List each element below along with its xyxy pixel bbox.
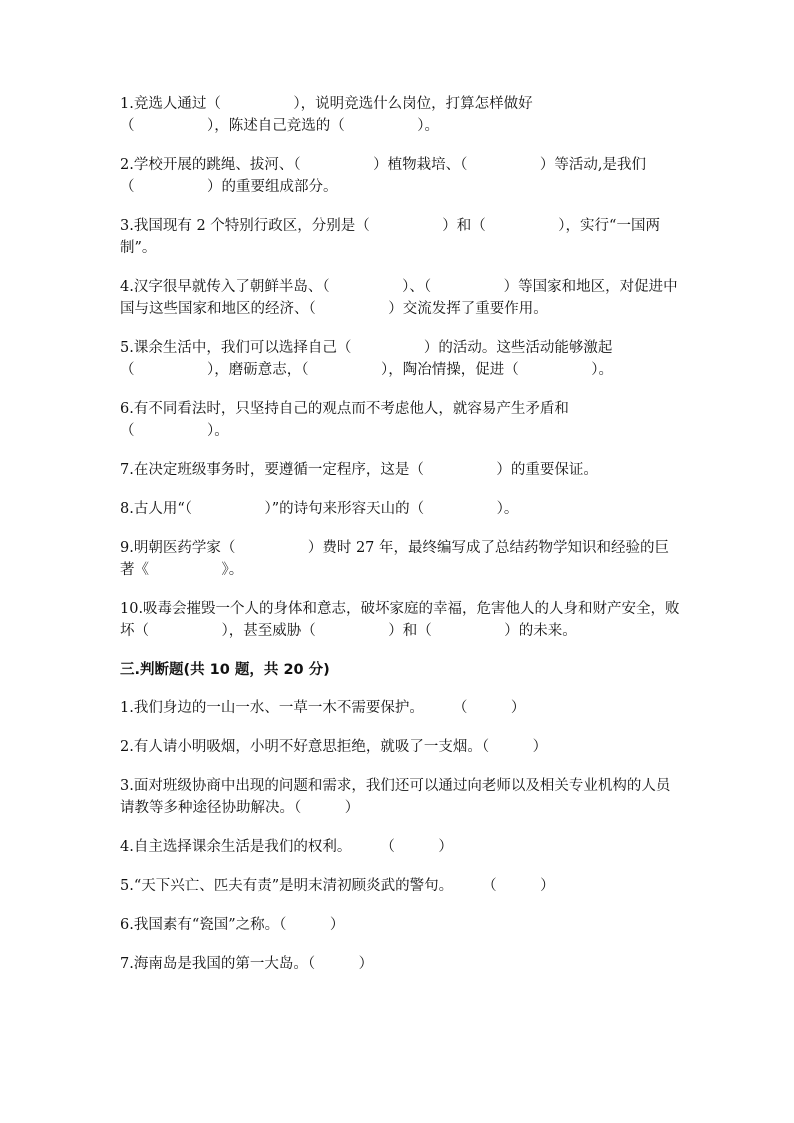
judge-question-5: 5.“天下兴亡、匹夫有责”是明末清初顾炎武的警句。 （ ）: [120, 878, 555, 894]
fill-question-9: 9.明朝医药学家（ ）费时 27 年，最终编写成了总结药物学知识和经验的巨著《 》。: [120, 540, 670, 578]
judge-question-4: 4.自主选择课余生活是我们的权利。 （ ）: [120, 839, 453, 855]
fill-blank-section: [120, 93, 680, 642]
fill-question-10: 10.吸毒会摧毁一个人的身体和意志，破坏家庭的幸福，危害他人的人身和财产安全，败坏（ ），甚至威胁（ ）和（ ）的未来。: [120, 601, 680, 639]
fill-question-2: 2.学校开展的跳绳、拔河、（ ）植物栽培、（ ）等活动,是我们（ ）的重要组成部分。: [120, 157, 646, 195]
judge-question-7: 7.海南岛是我国的第一大岛。（ ）: [120, 956, 374, 972]
judge-question-2: 2.有人请小明吸烟，小明不好意思拒绝，就吸了一支烟。（ ）: [120, 739, 548, 755]
section-heading-judgment: 三.判断题(共 10 题，共 20 分): [120, 662, 330, 678]
fill-question-4: 4.汉字很早就传入了朝鲜半岛、（ ）、（ ）等国家和地区，对促进中国与这些国家和地区的经济、（ ）交流发挥了重要作用。: [120, 279, 678, 317]
fill-question-5: 5.课余生活中，我们可以选择自己（ ）的活动。这些活动能够激起（ ），磨砺意志，（ ），陶冶情操，促进（ ）。: [120, 340, 613, 378]
page-content: [120, 93, 680, 992]
fill-question-6: 6.有不同看法时，只坚持自己的观点而不考虑他人，就容易产生矛盾和 （ ）。: [120, 401, 569, 439]
judge-question-1: 1.我们身边的一山一水、一草一木不需要保护。 （ ）: [120, 700, 526, 716]
judgment-section: [120, 697, 680, 975]
judge-question-3: 3.面对班级协商中出现的问题和需求，我们还可以通过向老师以及相关专业机构的人员请教等多种途径协助解决。（ ）: [120, 778, 671, 816]
fill-question-8: 8.古人用“（ ）”的诗句来形容天山的（ ）。: [120, 501, 519, 517]
judge-question-6: 6.我国素有“瓷国”之称。（ ）: [120, 917, 345, 933]
fill-question-3: 3.我国现有 2 个特别行政区，分别是（ ）和（ ），实行“一国两制”。: [120, 218, 660, 256]
fill-question-7: 7.在决定班级事务时，要遵循一定程序，这是（ ）的重要保证。: [120, 462, 598, 478]
fill-question-1: 1.竞选人通过（ ），说明竞选什么岗位，打算怎样做好 （ ），陈述自己竞选的（ ）。: [120, 96, 533, 134]
